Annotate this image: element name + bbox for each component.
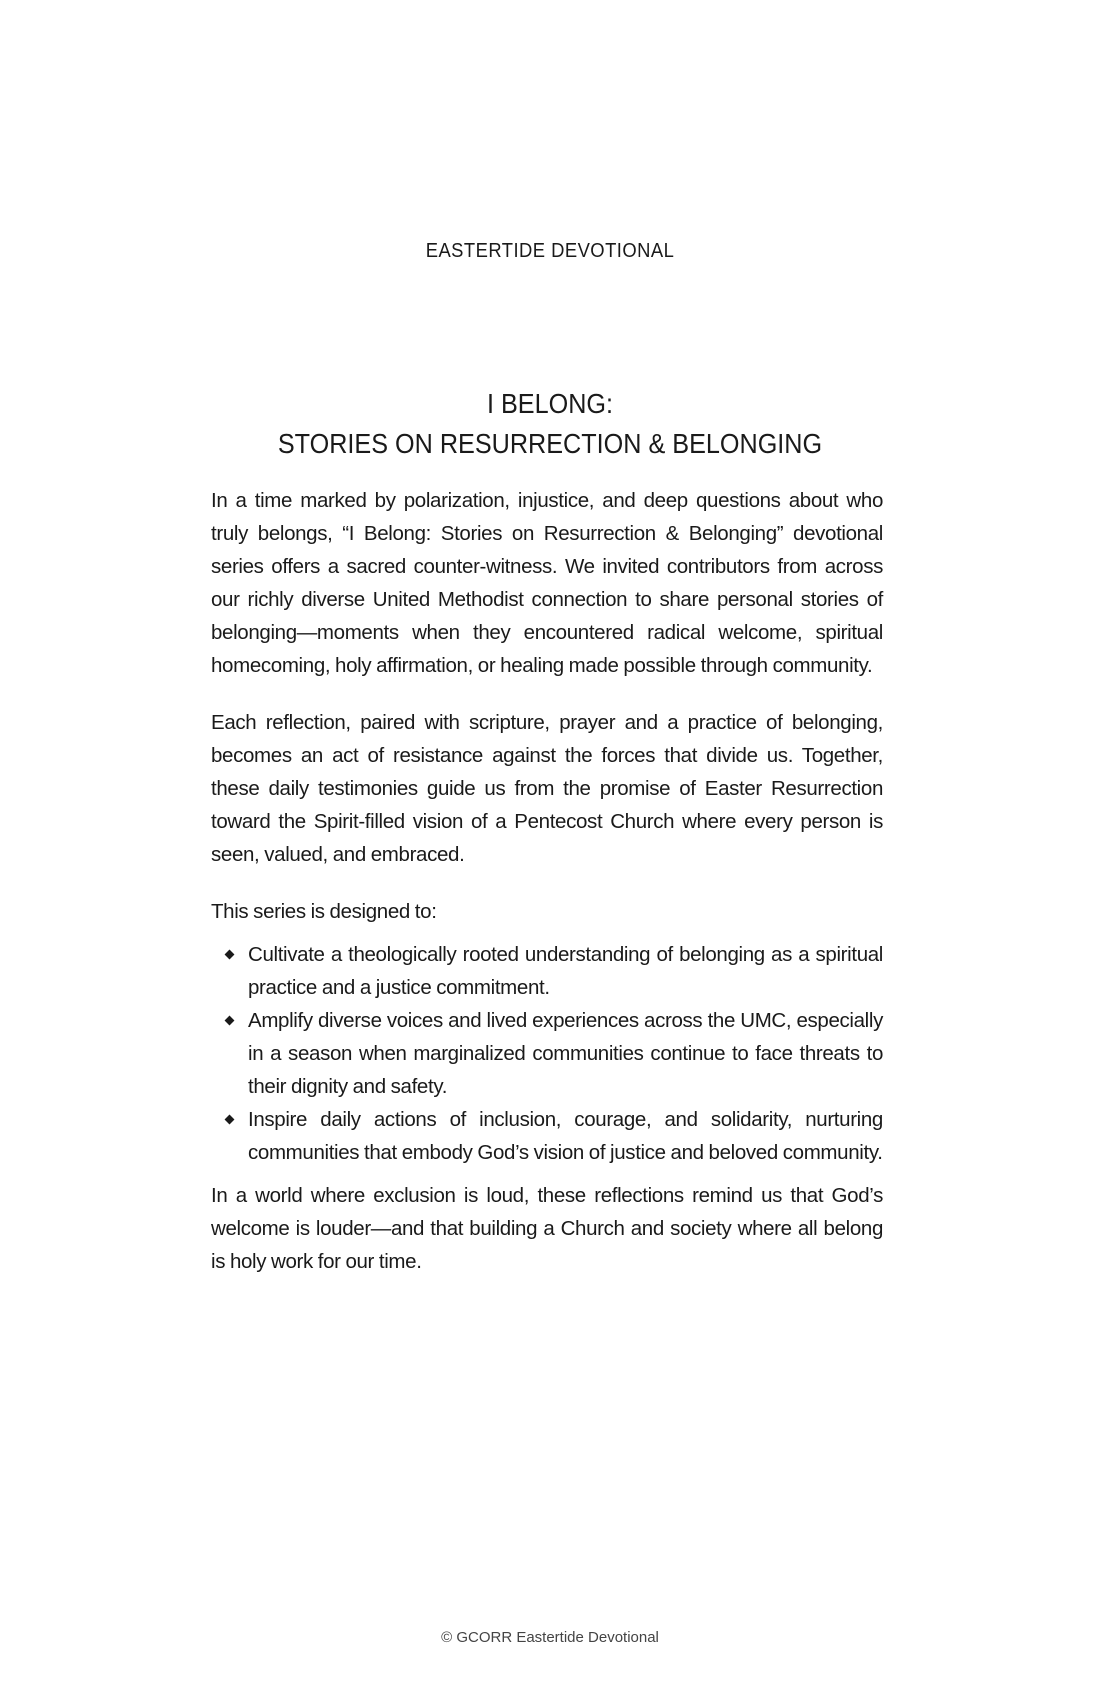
title-line-2: STORIES ON RESURRECTION & BELONGING [277,428,823,459]
list-item [211,938,883,1004]
diamond-bullet-icon [225,1016,235,1026]
list-item [211,1004,883,1103]
diamond-bullet-icon [225,950,235,960]
goals-list [211,938,883,1169]
list-item-text: Amplify diverse voices and lived experiences across the UMC, especially in a season when marginalized communities continue to face threats to their dignity and safety. [248,1009,883,1098]
list-item-text: Inspire daily actions of inclusion, courage, and solidarity, nurturing communities that embody God’s vision of justice and beloved community. [248,1108,883,1164]
list-item-text: Cultivate a theologically rooted understanding of belonging as a spiritual practice and a justice commitment. [248,943,883,999]
list-item [211,1103,883,1169]
body-text [211,484,883,1302]
closing-paragraph: In a world where exclusion is loud, these reflections remind us that God’s welcome is louder—and that building a Church and society where all belong is holy work for our time. [211,1184,883,1273]
list-intro: This series is designed to: [211,900,437,923]
footer-copyright: © GCORR Eastertide Devotional [441,1629,659,1646]
intro-paragraph: In a time marked by polarization, injustice, and deep questions about who truly belongs, “I Belong: Stories on Resurrection & Belonging” devotional series offers a sacred counter-witness. We invited contributors from across our richly diverse United Methodist connection to share personal stories of belonging—moments when they encountered radical welcome, spiritual homecoming, holy affirmation, or healing made possible through community. [211,489,883,677]
reflection-paragraph: Each reflection, paired with scripture, prayer and a practice of belonging, becomes an act of resistance against the forces that divide us. Together, these daily testimonies guide us from the promise of Easter Resurrection toward the Spirit-filled vision of a Pentecost Church where every person is seen, valued, and embraced. [211,711,883,866]
page-title [55,384,1045,464]
title-line-1: I BELONG: [486,388,614,419]
running-head: EASTERTIDE DEVOTIONAL [425,240,675,262]
diamond-bullet-icon [225,1115,235,1125]
